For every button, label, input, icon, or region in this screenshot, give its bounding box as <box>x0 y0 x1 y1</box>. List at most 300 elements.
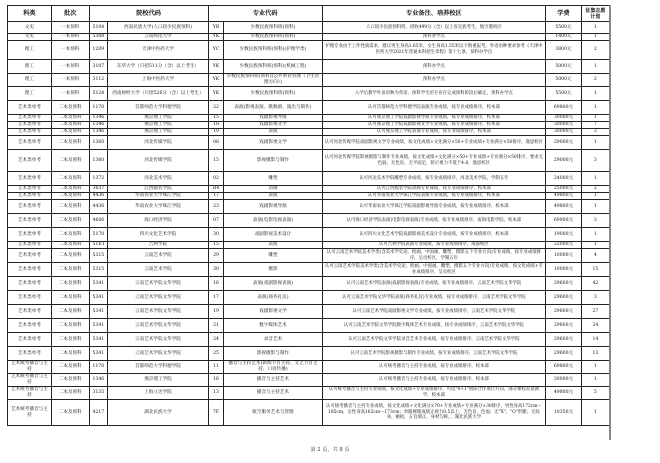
school-name-cell: 上海立达学院 <box>108 387 208 400</box>
major-name-cell: 播音与主持艺术 <box>224 387 322 400</box>
batch-cell: 二本及预科 <box>51 101 89 115</box>
batch-cell: 二本及预科 <box>51 115 89 122</box>
school-id-cell: 5308 <box>89 34 108 41</box>
school-id-cell: 3135 <box>89 387 108 400</box>
school-name-cell: 燕京理工学院 <box>108 115 208 122</box>
plan-cell: 42 <box>581 277 609 291</box>
major-name-cell: 表演 <box>224 129 322 136</box>
notes-cell: 认可云南艺术学院美术学类(含美术学史论、绘画、中国画、雕塑、摄影五个专业方向)专业成绩，按专业成绩排序，呈贡校区，学制五年 <box>322 249 546 263</box>
batch-cell: 二本及预科 <box>51 150 89 172</box>
batch-cell: 二本及预科 <box>51 200 89 214</box>
tuition-cell: 5500元 <box>546 87 582 101</box>
notes-cell: 认可云南艺术学院文华学院数字媒体艺术专业成绩，按专业成绩排序，云南艺术学院文华学院 <box>322 319 546 333</box>
tuition-cell: 30000元 <box>546 374 582 387</box>
school-id-cell: 4606 <box>89 214 108 228</box>
school-name-cell: 天津中医药大学 <box>108 41 208 60</box>
notes-cell: 认可首都师范大学科德学院表演专业成绩，按专业成绩排序，校本部 <box>322 101 546 115</box>
school-id-cell: 51E1 <box>89 242 108 249</box>
school-name-cell: 河北传媒学院 <box>108 136 208 150</box>
tuition-cell: 24000元 <box>546 172 582 186</box>
school-id-cell: 3637 <box>89 186 108 193</box>
major-id-cell: 23 <box>208 200 224 214</box>
tuition-cell: 29600元 <box>546 277 582 291</box>
notes-cell: 认可云南艺术学院表演(戏剧影视表演)专业成绩，按专业成绩排序，云南艺术学院文华学院 <box>322 277 546 291</box>
major-id-cell: 15 <box>208 242 224 249</box>
school-id-cell: 5341 <box>89 291 108 305</box>
school-id-cell: 1209 <box>89 41 108 60</box>
table-row <box>8 22 610 34</box>
batch-cell: 二本及预科 <box>51 214 89 228</box>
category-cell: 艺术统考播音与主持 <box>8 374 52 387</box>
table-row <box>8 200 610 214</box>
major-name-cell: 动画 <box>224 186 322 193</box>
batch-cell: 二本及预科 <box>51 228 89 242</box>
batch-cell: 二本及预科 <box>51 291 89 305</box>
batch-cell: 二本及预科 <box>51 347 89 361</box>
batch-cell: 二本及预科 <box>51 319 89 333</box>
category-cell: 艺术类单考 <box>8 249 52 263</box>
plan-cell: 1 <box>581 60 609 74</box>
tuition-cell: 69900元 <box>546 214 582 228</box>
tuition-cell: 25000元 <box>546 186 582 193</box>
notes-cell: 认可吉利学院表演专业成绩，按专业成绩排序，成都校区 <box>322 242 546 249</box>
plan-cell: 13 <box>581 347 609 361</box>
table-row <box>8 186 610 193</box>
notes-cell: 认可云南艺术学院文华学院录音艺术专业成绩，按专业成绩排序，云南艺术学院文华学院 <box>322 333 546 347</box>
school-name-cell: 西南财经大学（只招526分（含）以上考生） <box>108 87 208 101</box>
school-name-cell: 首都师范大学科德学院 <box>108 361 208 374</box>
category-cell: 艺术类单考 <box>8 122 52 129</box>
category-cell: 艺术类单考 <box>8 193 52 200</box>
school-id-cell: 1346 <box>89 122 108 129</box>
batch-cell: 二本及预科 <box>51 186 89 193</box>
category-cell: 艺术类单考 <box>8 214 52 228</box>
plan-cell: 2 <box>581 74 609 87</box>
major-id-cell: 30 <box>208 263 224 277</box>
table-row <box>8 319 610 333</box>
major-id-cell: 18 <box>208 122 224 129</box>
tuition-cell: 29000元 <box>546 136 582 150</box>
table-body <box>8 22 610 426</box>
table-row <box>8 101 610 115</box>
school-name-cell: 云南艺术学院文华学院 <box>108 277 208 291</box>
school-id-cell: 1346 <box>89 129 108 136</box>
tuition-cell: 10000元 <box>546 249 582 263</box>
admission-table <box>7 5 610 426</box>
notes-cell: 认可海口经济学院表演(电影电视表演)专业成绩，按专业成绩排序，南海电影学院，校本部 <box>322 214 546 228</box>
batch-cell: 二本及预科 <box>51 400 89 426</box>
tuition-cell: 10000元 <box>546 263 582 277</box>
plan-cell: 4 <box>581 249 609 263</box>
notes-cell: 认可河北传媒学院戏剧影视文学专业成绩，按文化成绩+文化满分×50+专业成绩+专业满分×50排序，逸思校区 <box>322 136 546 150</box>
school-name-cell: 云南艺术学院文华学院 <box>108 333 208 347</box>
notes-cell: 入学后教学外语语种为英语，预科学生的专业在完成预科阶段后确定，预科办学点 <box>322 87 546 101</box>
major-id-cell: 21 <box>208 319 224 333</box>
table-row <box>8 277 610 291</box>
major-name-cell: 表演 <box>224 242 322 249</box>
school-name-cell: 河北美术学院 <box>108 172 208 186</box>
school-id-cell: 5341 <box>89 305 108 319</box>
table-row <box>8 263 610 277</box>
notes-cell: 认可河北传媒学院影视摄影与制作专业成绩，按文化成绩+文化满分×50+专业成绩+专业满分×50排序，要求无色弱、无色盲、无平面足，矫正视力不低于4.8，逸思校区 <box>322 150 546 172</box>
table-row <box>8 305 610 319</box>
major-id-cell: 16 <box>208 374 224 387</box>
plan-cell: 15 <box>581 263 609 277</box>
notes-cell: 认可江西服装学院动画专业成绩，按专业成绩排序，校本部 <box>322 186 546 193</box>
tuition-cell: 69800元 <box>546 101 582 115</box>
school-id-cell: 5315 <box>89 249 108 263</box>
school-id-cell: 4436 <box>89 193 108 200</box>
category-cell: 艺术类单考 <box>8 319 52 333</box>
major-id-cell: YB <box>208 22 224 34</box>
tuition-cell: 49800元 <box>546 387 582 400</box>
table-row <box>8 193 610 200</box>
tuition-cell: 49800元 <box>546 200 582 214</box>
school-id-cell: 1346 <box>89 115 108 122</box>
school-name-cell: 首都师范大学科德学院 <box>108 101 208 115</box>
school-name-cell: 云南艺术学院文华学院 <box>108 347 208 361</box>
school-name-cell: 华南农业大学珠江学院 <box>108 200 208 214</box>
category-cell: 艺术类单考 <box>8 277 52 291</box>
table-row <box>8 361 610 374</box>
batch-cell: 一本预科 <box>51 34 89 41</box>
major-id-cell: 30 <box>208 228 224 242</box>
plan-cell: 3 <box>581 150 609 172</box>
major-name-cell: 戏剧影视导演 <box>224 200 322 214</box>
school-name-cell: 燕京理工学院 <box>108 129 208 136</box>
table-row <box>8 41 610 60</box>
major-name-cell: 数字媒体艺术 <box>224 319 322 333</box>
school-name-cell: 华南农业大学珠江学院 <box>108 193 208 200</box>
tuition-cell: 29600元 <box>546 319 582 333</box>
major-name-cell: 播音与主持艺术 <box>224 374 322 387</box>
notes-cell: 认可云南艺术学院戏剧影视文学专业成绩，按专业成绩排序，云南艺术学院文华学院 <box>322 305 546 319</box>
category-cell: 艺术类单考 <box>8 228 52 242</box>
table-row <box>8 150 610 172</box>
school-name-cell: 上海中医药大学 <box>108 74 208 87</box>
category-cell: 艺术类单考 <box>8 172 52 186</box>
major-name-cell: 影视摄影与制作 <box>224 150 322 172</box>
major-id-cell: YK <box>208 60 224 74</box>
batch-cell: 二本及预科 <box>51 172 89 186</box>
category-cell: 艺术统考播音与主持 <box>8 361 52 374</box>
major-name-cell: 少数民族预科班(预科) <box>224 22 322 34</box>
major-id-cell: 07 <box>208 214 224 228</box>
plan-cell: 1 <box>581 228 609 242</box>
plan-cell: 3 <box>581 129 609 136</box>
school-id-cell: 5315 <box>89 263 108 277</box>
table-row <box>8 115 610 122</box>
notes-cell: 认可燕京理工学院戏剧影视文学专业成绩，按专业成绩排序，校本部 <box>322 122 546 129</box>
table-row <box>8 87 610 101</box>
tuition-cell: 69800元 <box>546 361 582 374</box>
school-name-cell: 海口经济学院 <box>108 214 208 228</box>
tuition-cell: 29600元 <box>546 305 582 319</box>
notes-cell: 认可燕京理工学院戏剧影视导演专业成绩，按专业成绩排序，校本部 <box>322 115 546 122</box>
category-cell: 艺术类单考 <box>8 291 52 305</box>
plan-cell: 5 <box>581 387 609 400</box>
school-name-cell: 云南艺术学院 <box>108 263 208 277</box>
table-row <box>8 34 610 41</box>
school-name-cell: 河北传媒学院 <box>108 150 208 172</box>
notes-cell: 预科办学点 <box>322 34 546 41</box>
header-category: 科类 <box>8 6 52 22</box>
school-name-cell: 吉利学院 <box>108 242 208 249</box>
header-major-code: 专业代码 <box>208 6 322 22</box>
major-id-cell: 24 <box>208 333 224 347</box>
major-id-cell: 7F <box>208 400 224 426</box>
tuition-cell: 5000元 <box>546 60 582 74</box>
category-cell: 艺术类单考 <box>8 129 52 136</box>
major-name-cell: 录音艺术 <box>224 333 322 347</box>
category-cell: 艺术类单考 <box>8 186 52 193</box>
batch-cell: 二本及预科 <box>51 193 89 200</box>
tuition-cell: 5500元 <box>546 22 582 34</box>
plan-cell: 1 <box>581 34 609 41</box>
table-row <box>8 60 610 74</box>
major-id-cell: 19 <box>208 129 224 136</box>
school-name-cell: 江西服装学院 <box>108 186 208 193</box>
batch-cell: 二本及预科 <box>51 122 89 129</box>
plan-cell: 1 <box>581 193 609 200</box>
document-page <box>7 5 610 426</box>
batch-cell: 二本及预科 <box>51 361 89 374</box>
plan-cell: 27 <box>581 305 609 319</box>
major-id-cell: 25 <box>208 347 224 361</box>
school-id-cell: 4217 <box>89 400 108 426</box>
category-cell: 艺术类单考 <box>8 263 52 277</box>
school-id-cell: 5341 <box>89 333 108 347</box>
school-id-cell: 3107 <box>89 60 108 74</box>
table-row <box>8 228 610 242</box>
batch-cell: 一本预科 <box>51 60 89 74</box>
major-id-cell: YK <box>208 74 224 87</box>
batch-cell: 二本及预科 <box>51 387 89 400</box>
major-name-cell: 播音与主持艺术(新闻节目主持、文艺节目主持、口语传播) <box>224 361 322 374</box>
school-id-cell: 1170 <box>89 101 108 115</box>
category-cell: 艺术类单考 <box>8 200 52 214</box>
major-id-cell: 13 <box>208 387 224 400</box>
table-row <box>8 291 610 305</box>
category-cell: 艺术统考播音与主持 <box>8 400 52 426</box>
table-row <box>8 242 610 249</box>
table-row <box>8 400 610 426</box>
table-row <box>8 347 610 361</box>
header-tuition: 学费 <box>546 6 582 22</box>
major-name-cell: 雕塑 <box>224 249 322 263</box>
tuition-cell: 29600元 <box>546 291 582 305</box>
header-notes: 专业备注、培养校区 <box>322 6 546 22</box>
batch-cell: 二本及预科 <box>51 263 89 277</box>
notes-cell: 认可统考播音与主持专业成绩，按文化成绩+专业成绩排序，可选"4+1"国际合作项目方向，部分课程双语教学，校本部 <box>322 387 546 400</box>
notes-cell: 预科办学点 <box>322 60 546 74</box>
school-id-cell: 5104 <box>89 22 108 34</box>
school-name-cell: 云南艺术学院 <box>108 249 208 263</box>
category-cell: 艺术类单考 <box>8 115 52 122</box>
plan-cell: 1 <box>581 242 609 249</box>
header-school-code: 院校代码 <box>89 6 208 22</box>
header-plan: 征集志愿计划 <box>581 6 609 22</box>
batch-cell: 二本及预科 <box>51 333 89 347</box>
school-name-cell: 西南民族大学(人口较少民族预科) <box>108 22 208 34</box>
table-row <box>8 74 610 87</box>
major-name-cell: 少数民族预科班(预科)(公共事业管理（卫生管理方向）) <box>224 74 322 87</box>
category-cell: 艺术类单考 <box>8 150 52 172</box>
plan-cell: 1 <box>581 172 609 186</box>
category-cell: 文史 <box>8 34 52 41</box>
school-id-cell: 1170 <box>89 361 108 374</box>
table-row <box>8 374 610 387</box>
tuition-cell: 32000元 <box>546 242 582 249</box>
major-name-cell: 表演 <box>224 193 322 200</box>
batch-cell: 一本预科 <box>51 87 89 101</box>
school-name-cell: 云南艺术学院文华学院 <box>108 291 208 305</box>
tuition-cell: 30000元 <box>546 115 582 122</box>
major-id-cell: YK <box>208 34 224 41</box>
tuition-cell: 29600元 <box>546 333 582 347</box>
notes-cell: 认可四川文化艺术学院戏剧影视美术设计专业成绩，按专业成绩排序，校本部 <box>322 228 546 242</box>
school-name-cell: 四川文化艺术学院 <box>108 228 208 242</box>
major-id-cell: 16 <box>208 277 224 291</box>
plan-cell: 1 <box>581 101 609 115</box>
notes-cell: 认可华南农业大学珠江学院表演专业成绩，按专业成绩排序，校本部 <box>322 193 546 200</box>
batch-cell: 二本及预科 <box>51 249 89 263</box>
plan-cell: 2 <box>581 186 609 193</box>
school-id-cell: 5170 <box>89 228 108 242</box>
major-id-cell: 15 <box>208 115 224 122</box>
category-cell: 文史 <box>8 22 52 34</box>
school-name-cell: 东华大学（只招511分（含）以上考生） <box>108 60 208 74</box>
table-row <box>8 333 610 347</box>
major-name-cell: 摄影 <box>224 263 322 277</box>
table-row <box>8 214 610 228</box>
tuition-cell: 29600元 <box>546 347 582 361</box>
table-row <box>8 122 610 129</box>
notes-cell: 护理专业由于工作性质需求，建议男生身高1.65米、女生身高1.55米以下慎重报考。外语语种要求参考《天津中医药大学2021年普通本科招生章程》第十七条，预科办学点 <box>322 41 546 60</box>
batch-cell: 二本及预科 <box>51 277 89 291</box>
major-name-cell: 少数民族预科班(预科)(护理学类) <box>224 41 322 60</box>
table-row <box>8 387 610 400</box>
major-id-cell: 17 <box>208 291 224 305</box>
major-name-cell: 雕塑 <box>224 172 322 186</box>
school-name-cell: 燕京理工学院 <box>108 122 208 129</box>
category-cell: 理工 <box>8 87 52 101</box>
category-cell: 艺术类单考 <box>8 136 52 150</box>
school-id-cell: 5124 <box>89 87 108 101</box>
notes-cell: 预科办学点 <box>322 74 546 87</box>
major-name-cell: 戏剧影视文学 <box>224 305 322 319</box>
table-header-row <box>8 6 610 22</box>
major-name-cell: 航空服务艺术与管理 <box>224 400 322 426</box>
school-id-cell: 1360 <box>89 136 108 150</box>
school-id-cell: 1346 <box>89 374 108 387</box>
major-name-cell: 戏剧影视导演 <box>224 115 322 122</box>
category-cell: 艺术统考播音与主持 <box>8 387 52 400</box>
plan-cell: 1 <box>581 87 609 101</box>
plan-cell: 14 <box>581 333 609 347</box>
notes-cell: 认可统考播音与主持专业成绩，按专业成绩排序，校本部 <box>322 374 546 387</box>
school-name-cell: 湖北民族大学 <box>108 400 208 426</box>
tuition-cell: 29000元 <box>546 150 582 172</box>
batch-cell: 二本及预科 <box>51 136 89 150</box>
major-name-cell: 表演(影视表演、歌舞剧、演出与制作) <box>224 101 322 115</box>
major-id-cell: YC <box>208 41 224 60</box>
major-name-cell: 影视摄影与制作 <box>224 347 322 361</box>
major-name-cell: 戏剧影视文学 <box>224 122 322 129</box>
school-id-cell: 1372 <box>89 172 108 186</box>
category-cell: 艺术类单考 <box>8 347 52 361</box>
major-name-cell: 少数民族预科班(预科)(机械工程) <box>224 60 322 74</box>
category-cell: 理工 <box>8 60 52 74</box>
school-name-cell: 云南艺术学院文华学院 <box>108 319 208 333</box>
major-name-cell: 少数民族预科班(预科) <box>224 34 322 41</box>
notes-cell: 认可统考播音与主持专业成绩，按文化成绩+文化满分×70+专业成绩+专业满分×30排序，男性身高172cm～185cm，女性身高162cm～173cm；单眼裸眼成绩正视力0.5以上，无色盲、色弱；无"X"、"O"形腿；无纹身，瘢痕，五官端正，身材匀称，，湖北民族大学 <box>322 400 546 426</box>
tuition-cell: 10350元 <box>546 400 582 426</box>
school-id-cell: 5341 <box>89 319 108 333</box>
plan-cell: 1 <box>581 400 609 426</box>
notes-cell: 人口较少民族预科班，招收499分（含）以上省定族考生，航空港校区 <box>322 22 546 34</box>
plan-cell: 1 <box>581 200 609 214</box>
major-name-cell: 戏剧影视美术设计 <box>224 228 322 242</box>
major-id-cell: B4 <box>208 186 224 193</box>
major-id-cell: 17 <box>208 193 224 200</box>
table-row <box>8 249 610 263</box>
major-name-cell: 表演(戏剧影视表演) <box>224 277 322 291</box>
school-id-cell: 5341 <box>89 277 108 291</box>
tuition-cell: 49800元 <box>546 193 582 200</box>
major-id-cell: 11 <box>208 361 224 374</box>
school-id-cell: 5341 <box>89 347 108 361</box>
category-cell: 艺术类单考 <box>8 305 52 319</box>
tuition-cell: 30000元 <box>546 129 582 136</box>
table-row <box>8 136 610 150</box>
plan-cell: 1 <box>581 136 609 150</box>
batch-cell: 二本及预科 <box>51 242 89 249</box>
category-cell: 艺术类单考 <box>8 242 52 249</box>
batch-cell: 一本预科 <box>51 22 89 34</box>
plan-cell: 1 <box>581 22 609 34</box>
plan-cell: 1 <box>581 361 609 374</box>
tuition-cell: 19000元 <box>546 228 582 242</box>
category-cell: 艺术类单考 <box>8 101 52 115</box>
table-row <box>8 129 610 136</box>
plan-cell: 24 <box>581 319 609 333</box>
major-name-cell: 表演(商务礼仪) <box>224 291 322 305</box>
batch-cell: 二本及预科 <box>51 374 89 387</box>
tuition-cell: 3800元 <box>546 41 582 60</box>
school-name-cell: 燕京理工学院 <box>108 374 208 387</box>
school-name-cell: 云南艺术学院文华学院 <box>108 305 208 319</box>
notes-cell: 认可云南艺术学院美术学类(含美术学史论、绘画、中国画、雕塑、摄影五个专业方向)专业成绩，按文化成绩+专业成绩排序，呈贡校区 <box>322 263 546 277</box>
notes-cell: 认可云南艺术学院影视摄影与制作专业成绩，按专业成绩排序，云南艺术学院文华学院 <box>322 347 546 361</box>
tuition-cell: 1400元 <box>546 34 582 41</box>
header-batch: 批次 <box>51 6 89 22</box>
major-id-cell: 08 <box>208 136 224 150</box>
notes-cell: 认可河北美术学院雕塑专业成绩，按专业成绩排序，河北美术学院，学制五年 <box>322 172 546 186</box>
notes-cell: 认可统考播音与主持专业成绩，按专业成绩排序，校本部 <box>322 361 546 374</box>
plan-cell: 7 <box>581 122 609 129</box>
school-name-cell: 云南师范大学 <box>108 34 208 41</box>
major-name-cell: 表演(电影电视表演) <box>224 214 322 228</box>
plan-cell: 1 <box>581 374 609 387</box>
major-id-cell: 29 <box>208 249 224 263</box>
school-id-cell: 1360 <box>89 150 108 172</box>
batch-cell: 二本及预科 <box>51 129 89 136</box>
page-footer: 第 2 页，共 8 页 <box>310 447 350 453</box>
major-id-cell: 02 <box>208 172 224 186</box>
plan-cell: 1 <box>581 115 609 122</box>
tuition-cell: 5000元 <box>546 74 582 87</box>
